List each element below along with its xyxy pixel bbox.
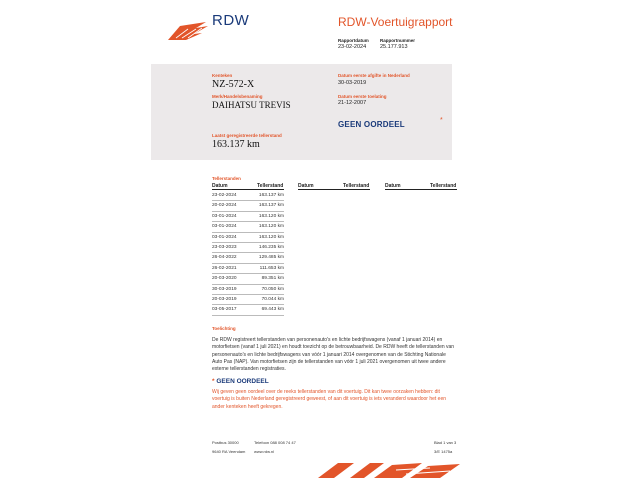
table-row [212, 305, 284, 315]
row-reading: 163.120 km [258, 224, 284, 230]
row-date: 23-03-2023 [212, 244, 237, 250]
col-date-2: Datum [298, 183, 314, 189]
row-reading: 163.137 km [258, 203, 284, 209]
table-row [212, 285, 284, 295]
table-row [212, 212, 284, 222]
no-verdict-star-icon: * [212, 378, 215, 385]
row-date: 20-03-2019 [212, 296, 237, 302]
table-row [212, 222, 284, 232]
explanation-title: Toelichting [212, 326, 236, 331]
verdict-status: GEEN OORDEEL [338, 120, 405, 129]
row-date: 26-04-2022 [212, 255, 237, 261]
verdict-star-icon: * [440, 117, 443, 124]
row-date: 03-01-2024 [212, 234, 237, 240]
table-row [212, 233, 284, 243]
rdw-logo-icon [166, 20, 210, 42]
first-nl-value: 30-03-2019 [338, 80, 367, 86]
odometer-section-title: Tellerstanden [212, 176, 241, 181]
row-reading: 70.044 km [261, 296, 284, 302]
table-row [212, 201, 284, 211]
report-title: RDW-Voertuigrapport [338, 15, 453, 29]
table-row [212, 295, 284, 305]
header-rule-1 [212, 189, 284, 190]
table-row [212, 253, 284, 263]
explanation-text: De RDW registreert tellerstanden van personenauto's en lichte bedrijfswagens (vanaf 1 januari 2014) en motorfietsen (vanaf 1 juli 2021) en houdt toezicht op de betrouwbaarheid. De RDW heeft de tellerstanden van personenauto's en lichte bedrijfswagens van vóór 1 januari 2014 overgenomen van de Stichting Nationale Auto Pas (NAP). Van motorfietsen zijn de tellerstanden van vóór 1 juli 2021 overgenomen uit twee andere externe tellerstanden registraties. [212, 337, 455, 373]
table-row [212, 264, 284, 274]
header-rule-2 [298, 189, 370, 190]
row-reading: 111.653 km [259, 265, 284, 271]
row-date: 23-02-2024 [212, 193, 237, 198]
decorative-stripes-icon [310, 460, 470, 480]
row-reading: 163.137 km [258, 193, 284, 198]
table-row [212, 243, 284, 253]
row-reading: 89.351 km [261, 276, 284, 282]
footer-page: Blad 1 van 3 [434, 440, 457, 445]
odometer-rows [212, 191, 284, 316]
col-date-3: Datum [385, 183, 401, 189]
make-label: Merk/Handelsbenaming [212, 94, 263, 99]
last-odometer-label: Laatst geregistreerde tellerstand [212, 133, 282, 138]
first-nl-label: Datum eerste afgifte in Nederland [338, 73, 410, 78]
row-date: 03-05-2017 [212, 307, 237, 313]
row-reading: 69.443 km [261, 307, 284, 313]
plate-value: NZ-572-X [212, 79, 255, 90]
no-verdict-heading [212, 378, 269, 385]
row-reading: 129.485 km [258, 255, 284, 261]
brand-name: RDW [212, 12, 250, 29]
footer-address-2: 9640 RA Veendam [212, 449, 246, 454]
report-date-label: Rapportdatum [338, 38, 369, 43]
col-date-1: Datum [212, 183, 228, 189]
no-verdict-text: Wij geven geen oordeel over de reeks tellerstanden van dit voertuig. Dit kan twee oorzaken hebben: dit voertuig is buiten Nederland geregistreerd geweest, of aan dit voertuig is iets veranderd waardoor het een ander kenteken heeft gekregen. [212, 389, 447, 410]
row-reading: 163.120 km [258, 213, 284, 219]
table-row [212, 274, 284, 284]
first-admission-value: 21-12-2007 [338, 100, 367, 106]
table-row [212, 191, 284, 201]
no-verdict-heading-text: GEEN OORDEEL [216, 378, 269, 385]
footer-address-1: Postbus 30000 [212, 440, 239, 445]
row-reading: 70.050 km [261, 286, 284, 292]
report-number: 25.177.913 [380, 44, 408, 50]
col-reading-1: Tellerstand [257, 183, 284, 189]
footer-code: 3/E 1475a [434, 449, 453, 454]
row-reading: 163.120 km [258, 234, 284, 240]
row-date: 30-03-2019 [212, 286, 237, 292]
row-date: 26-02-2021 [212, 265, 237, 271]
header-rule-3 [385, 189, 457, 190]
row-date: 20-02-2024 [212, 203, 237, 209]
row-date: 03-01-2024 [212, 224, 237, 230]
row-reading: 146.235 km [258, 244, 284, 250]
last-odometer-value: 163.137 km [212, 139, 260, 150]
row-date: 03-01-2024 [212, 213, 237, 219]
footer-web: www.rdw.nl [254, 449, 275, 454]
row-date: 20-03-2020 [212, 276, 237, 282]
report-date: 23-02-2024 [338, 44, 367, 50]
make-value: DAIHATSU TREVIS [212, 100, 291, 110]
footer-phone: Telefoon 088 008 74 47 [254, 440, 296, 445]
first-admission-label: Datum eerste toelating [338, 94, 387, 99]
col-reading-2: Tellerstand [343, 183, 370, 189]
report-number-label: Rapportnummer [380, 38, 416, 43]
plate-label: Kenteken [212, 73, 233, 78]
vehicle-info-panel [151, 64, 452, 160]
col-reading-3: Tellerstand [430, 183, 457, 189]
